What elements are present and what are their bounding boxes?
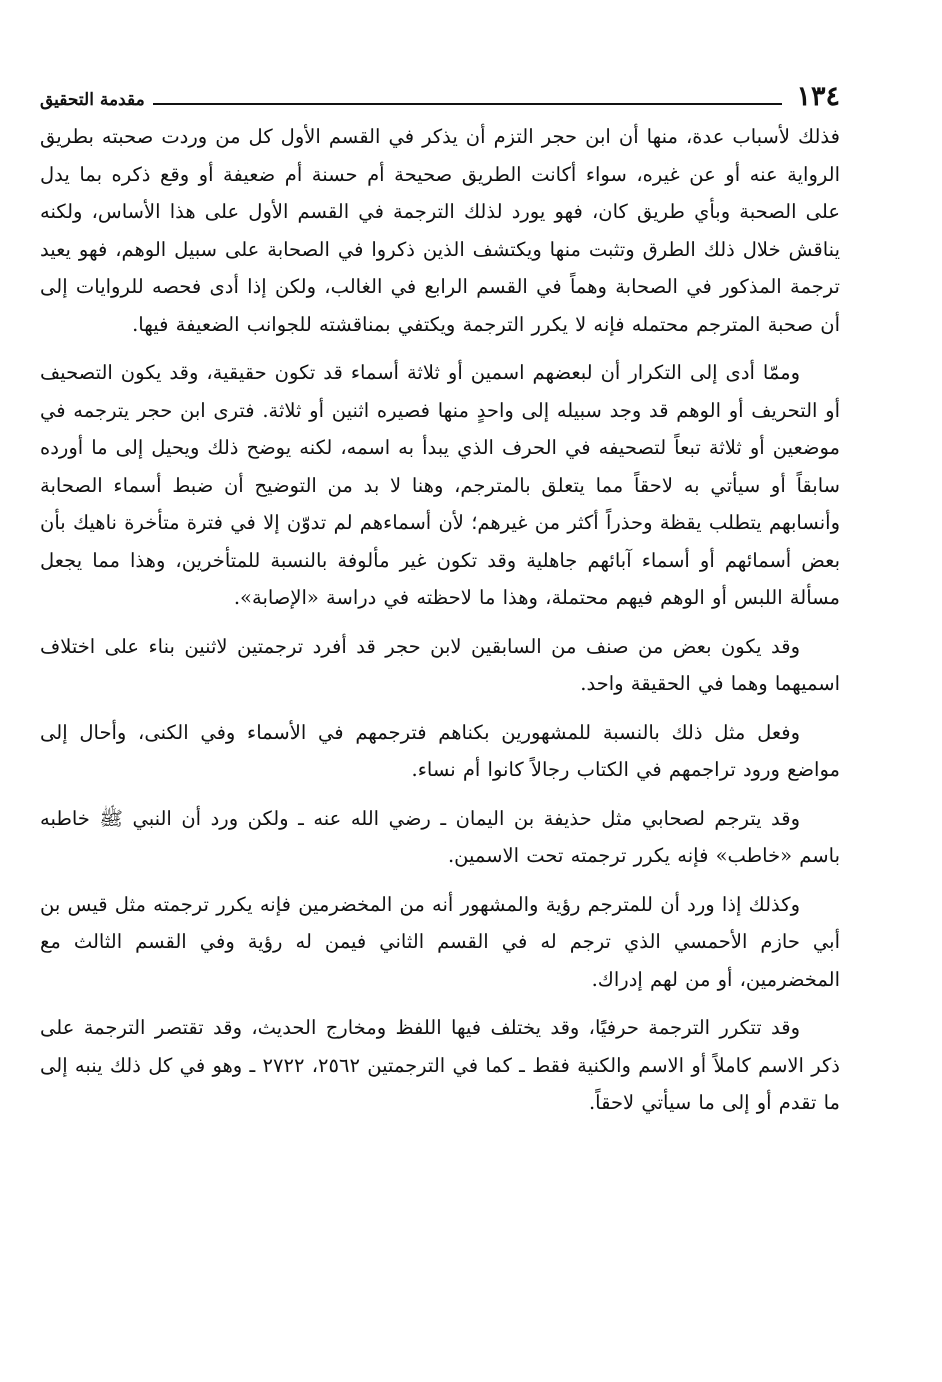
paragraph: وقد تتكرر الترجمة حرفيًا، وقد يختلف فيها اللفظ ومخارج الحديث، وقد تقتصر الترجمة على ذكر الاسم كاملاً أو الاسم والكنية فقط ـ كما في الترجمتين ٢٥٦٢، ٢٧٢٢ ـ وهو في كل ذلك ينبه إلى ما تقدم أو إلى ما سيأتي لاحقاً. (40, 1016, 840, 1114)
page-number: ١٣٤ (796, 81, 840, 112)
book-page (40, 66, 840, 1356)
section-title: مقدمة التحقيق (40, 90, 145, 110)
paragraph: وفعل مثل ذلك بالنسبة للمشهورين بكناهم فترجمهم في الأسماء وفي الكنى، وأحال إلى مواضع ورود تراجمهم في الكتاب رجالاً كانوا أم نساء. (40, 720, 840, 781)
running-head (40, 66, 840, 112)
paragraph: وقد يكون بعض من صنف من السابقين لابن حجر قد أفرد ترجمتين لاثنين بناء على اختلاف اسميهما وهما في الحقيقة واحد. (40, 634, 840, 695)
paragraph: وقد يترجم لصحابي مثل حذيفة بن اليمان ـ رضي الله عنه ـ ولكن ورد أن النبي ﷺ خاطبه باسم «خاطب» فإنه يكرر ترجمته تحت الاسمين. (40, 806, 840, 867)
body-text (40, 118, 840, 1122)
paragraph: وكذلك إذا ورد أن للمترجم رؤية والمشهور أنه من المخضرمين فإنه يكرر ترجمته مثل قيس بن أبي حازم الأحمسي الذي ترجم له في القسم الثاني فيمن له رؤية وفي القسم الثالث مع المخضرمين، أو من لهم إدراك. (40, 892, 840, 991)
paragraph: فذلك لأسباب عدة، منها أن ابن حجر التزم أن يذكر في القسم الأول كل من وردت صحبته بطريق الرواية عنه أو عن غيره، سواء أكانت الطريق صحيحة أم حسنة أم ضعيفة أو وقع ذكره بما يدل على الصحبة وبأي طريق كان، فهو يورد لذلك الترجمة في القسم الأول على هذا الأساس، ولكنه يناقش خلال ذلك الطرق وتثبت منها ويكتشف الذين ذكروا في الصحابة على سبيل الوهم، فهو يعيد ترجمة المذكور في الصحابة وهماً في القسم الرابع في الغالب، ولكن إذا أدى فحصه للروايات إلى أن صحبة المترجم محتمله فإنه لا يكرر الترجمة ويكتفي بمناقشته للجوانب الضعيفة فيها. (40, 125, 840, 336)
paragraph: وممّا أدى إلى التكرار أن لبعضهم اسمين أو ثلاثة أسماء قد تكون حقيقية، وقد يكون التصحيف أو التحريف أو الوهم قد وجد سبيله إلى واحدٍ منها فصيره اثنين أو ثلاثة. فترى ابن حجر يترجمه في موضعين أو ثلاثة تبعاً لتصحيفه في الحرف الذي يبدأ به اسمه، لكنه يوضح ذلك ويحيل إلى ما أورده سابقاً أو سيأتي به لاحقاً مما يتعلق بالمترجم، وهنا لا بد من التوضيح أن ضبط أسماء الصحابة وأنسابهم يتطلب يقظة وحذراً أكثر من غيرهم؛ لأن أسماءهم لم تدوّن إلا في فترة متأخرة ناهيك بأن بعض أسمائهم أو أسماء آبائهم جاهلية وقد تكون غير مألوفة بالنسبة للمتأخرين، وهذا مما يجعل مسألة اللبس أو الوهم فيهم محتملة، وهذا ما لاحظته في دراسة «الإصابة». (40, 361, 840, 609)
header-rule (153, 103, 783, 105)
